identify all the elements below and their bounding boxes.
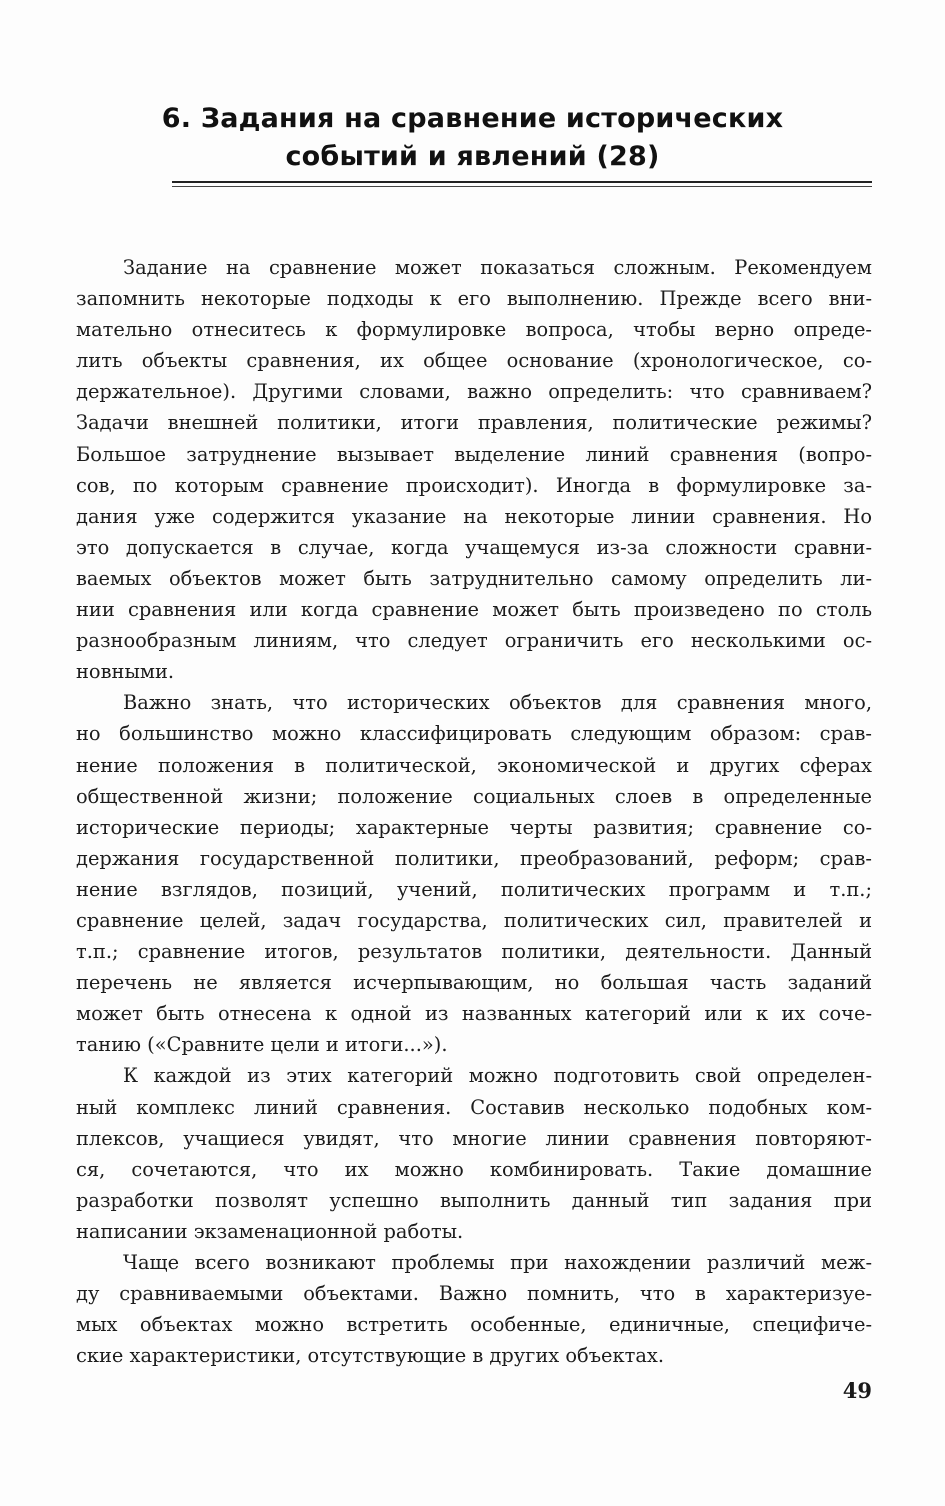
text-line: т.п.; сравнение итогов, результатов политики, деятельности. Данный xyxy=(76,940,872,964)
text-line: разнообразным линиям, что следует ограничить его несколькими ос- xyxy=(76,629,872,653)
text-line: танию («Сравните цели и итоги...»). xyxy=(76,1033,448,1057)
text-line: плексов, учащиеся увидят, что многие линии сравнения повторяют- xyxy=(76,1126,872,1150)
heading-line-1: 6. Задания на сравнение исторических xyxy=(161,103,784,134)
text-line: запомнить некоторые подходы к его выполнению. Прежде всего вни- xyxy=(76,287,872,311)
text-line: Задачи внешней политики, итоги правления, политические режимы? xyxy=(76,411,872,435)
heading-divider-thin xyxy=(172,186,872,187)
text-line: это допускается в случае, когда учащемуся из-за сложности сравни- xyxy=(76,535,872,559)
heading-line-2: событий и явлений (28) xyxy=(285,141,660,172)
text-line: нение положения в политической, экономической и других сферах xyxy=(76,753,872,777)
text-line: написании экзаменационной работы. xyxy=(76,1219,464,1243)
text-line: Задание на сравнение может показаться сложным. Рекомендуем xyxy=(123,256,872,279)
text-line: мых объектах можно встретить особенные, единичные, специфиче- xyxy=(76,1313,872,1337)
paragraph xyxy=(76,252,872,687)
text-line: перечень не является исчерпывающим, но большая часть заданий xyxy=(76,971,872,995)
text-line: мательно отнеситесь к формулировке вопроса, чтобы верно опреде- xyxy=(76,318,872,342)
paragraph xyxy=(76,1060,872,1247)
text-line: Большое затруднение вызывает выделение линий сравнения (вопро- xyxy=(76,442,872,466)
text-line: сравнение целей, задач государства, политических сил, правителей и xyxy=(76,908,872,932)
heading-divider xyxy=(172,181,872,183)
text-line: исторические периоды; характерные черты развития; сравнение со- xyxy=(76,815,872,839)
text-line: ваемых объектов может быть затруднительно самому определить ли- xyxy=(76,566,872,590)
text-line: нии сравнения или когда сравнение может быть произведено по столь xyxy=(76,598,872,622)
section-heading xyxy=(0,100,945,176)
page-number: 49 xyxy=(842,1378,872,1403)
text-line: Чаще всего возникают проблемы при нахождении различий меж- xyxy=(123,1251,872,1274)
text-line: нение взглядов, позиций, учений, политических программ и т.п.; xyxy=(76,877,872,901)
text-line: держательное). Другими словами, важно определить: что сравниваем? xyxy=(76,380,872,404)
text-line: разработки позволят успешно выполнить данный тип задания при xyxy=(76,1188,872,1212)
body-text xyxy=(76,252,872,1371)
text-line: общественной жизни; положение социальных слоев в определенные xyxy=(76,784,872,808)
text-line: ся, сочетаются, что их можно комбинировать. Такие домашние xyxy=(76,1157,872,1181)
text-line: ду сравниваемыми объектами. Важно помнить, что в характеризуе- xyxy=(76,1282,872,1306)
text-line: сов, по которым сравнение происходит). Иногда в формулировке за- xyxy=(76,473,872,497)
text-line: может быть отнесена к одной из названных категорий или к их соче- xyxy=(76,1002,872,1026)
text-line: новными. xyxy=(76,660,175,684)
paragraph xyxy=(76,1247,872,1371)
text-line: Важно знать, что исторических объектов для сравнения много, xyxy=(123,691,872,715)
paragraph xyxy=(76,687,872,1060)
text-line: ские характеристики, отсутствующие в других объектах. xyxy=(76,1344,665,1368)
text-line: держания государственной политики, преобразований, реформ; срав- xyxy=(76,846,872,870)
text-line: К каждой из этих категорий можно подготовить свой определен- xyxy=(123,1064,872,1088)
text-line: но большинство можно классифицировать следующим образом: срав- xyxy=(76,722,872,746)
text-line: лить объекты сравнения, их общее основание (хронологическое, со- xyxy=(76,349,872,373)
text-line: дания уже содержится указание на некоторые линии сравнения. Но xyxy=(76,504,872,528)
text-line: ный комплекс линий сравнения. Составив несколько подобных ком- xyxy=(76,1095,872,1119)
